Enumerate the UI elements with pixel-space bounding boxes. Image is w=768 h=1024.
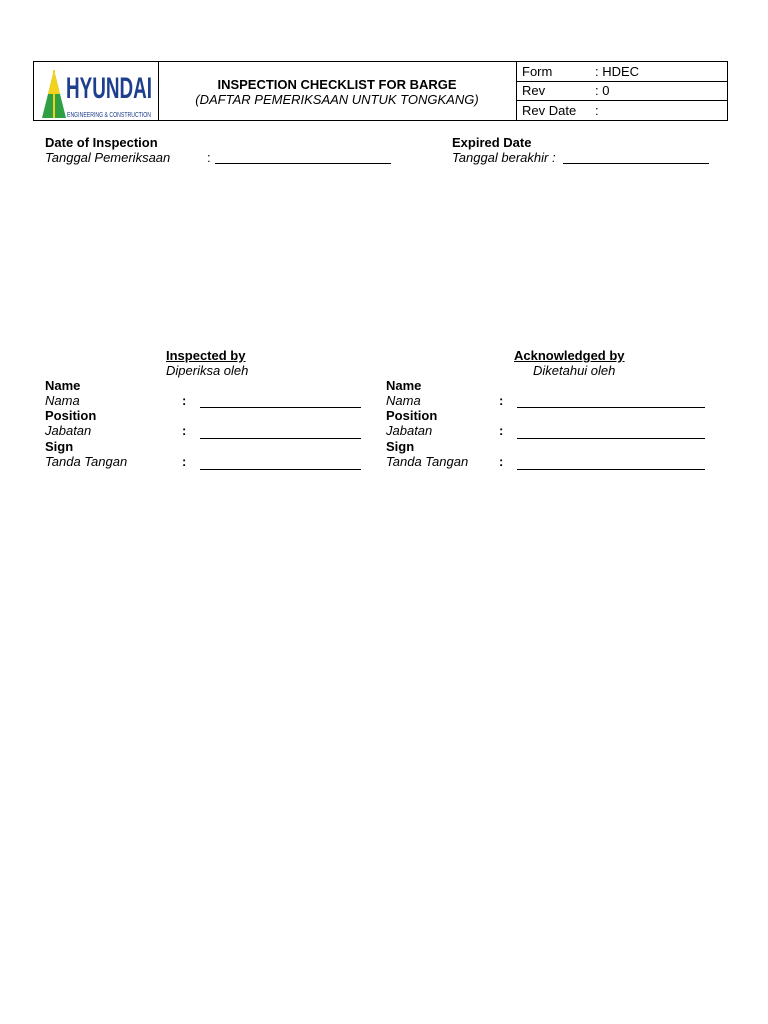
form-title: INSPECTION CHECKLIST FOR BARGE [217,77,457,92]
form-title-cell [158,62,517,120]
expired-date-label: Expired Date [452,135,532,150]
hyundai-logo-icon [34,62,158,120]
inspection-date-colon: : [207,150,211,165]
form-row [516,62,727,82]
inspector-name-label: Name [45,378,81,393]
acknowledger-name-label-id: Nama [386,393,421,408]
svg-text:ENGINEERING & CONSTRUCTION: ENGINEERING & CONSTRUCTION [67,112,151,119]
rev-value: : 0 [595,83,610,98]
inspected-by-title: Inspected by [166,348,246,363]
inspector-name-colon: : [182,393,187,408]
inspector-position-label-id: Jabatan [45,423,92,438]
acknowledger-sign-label: Sign [386,439,415,454]
form-subtitle: (DAFTAR PEMERIKSAAN UNTUK TONGKANG) [195,92,479,107]
form-value: : HDEC [595,64,640,79]
acknowledger-name-field[interactable] [517,407,705,408]
expired-date-label-id: Tanggal berakhir : [452,150,556,165]
svg-text:HYUNDAI: HYUNDAI [66,72,152,105]
inspector-position-colon: : [182,423,187,438]
acknowledger-sign-field[interactable] [517,469,705,470]
inspection-date-label-id: Tanggal Pemeriksaan [45,150,171,165]
acknowledger-position-field[interactable] [517,438,705,439]
inspector-sign-label-id: Tanda Tangan [45,454,128,469]
acknowledged-by-title-id: Diketahui oleh [533,363,616,378]
inspector-sign-colon: : [182,454,187,469]
acknowledged-by-title: Acknowledged by [514,348,625,363]
acknowledger-name-colon: : [499,393,504,408]
acknowledger-position-label: Position [386,408,438,423]
inspection-date-field[interactable] [215,163,391,164]
inspected-by-title-id: Diperiksa oleh [166,363,249,378]
inspector-sign-field[interactable] [200,469,361,470]
inspector-name-field[interactable] [200,407,361,408]
company-logo [34,62,159,120]
inspector-sign-label: Sign [45,439,74,454]
acknowledger-name-label: Name [386,378,422,393]
inspector-name-label-id: Nama [45,393,80,408]
rev-date-value: : [595,103,599,118]
rev-label: Rev [522,83,546,98]
form-header [33,61,728,121]
inspection-date-label: Date of Inspection [45,135,158,150]
form-info-cell [516,62,727,120]
acknowledger-sign-colon: : [499,454,504,469]
expired-date-field[interactable] [563,163,709,164]
rev-row [516,81,727,101]
form-label: Form [522,64,553,79]
inspector-position-field[interactable] [200,438,361,439]
acknowledger-position-label-id: Jabatan [386,423,433,438]
inspector-position-label: Position [45,408,97,423]
acknowledger-position-colon: : [499,423,504,438]
acknowledger-sign-label-id: Tanda Tangan [386,454,469,469]
rev-date-row [516,101,727,120]
rev-date-label: Rev Date [522,103,577,118]
